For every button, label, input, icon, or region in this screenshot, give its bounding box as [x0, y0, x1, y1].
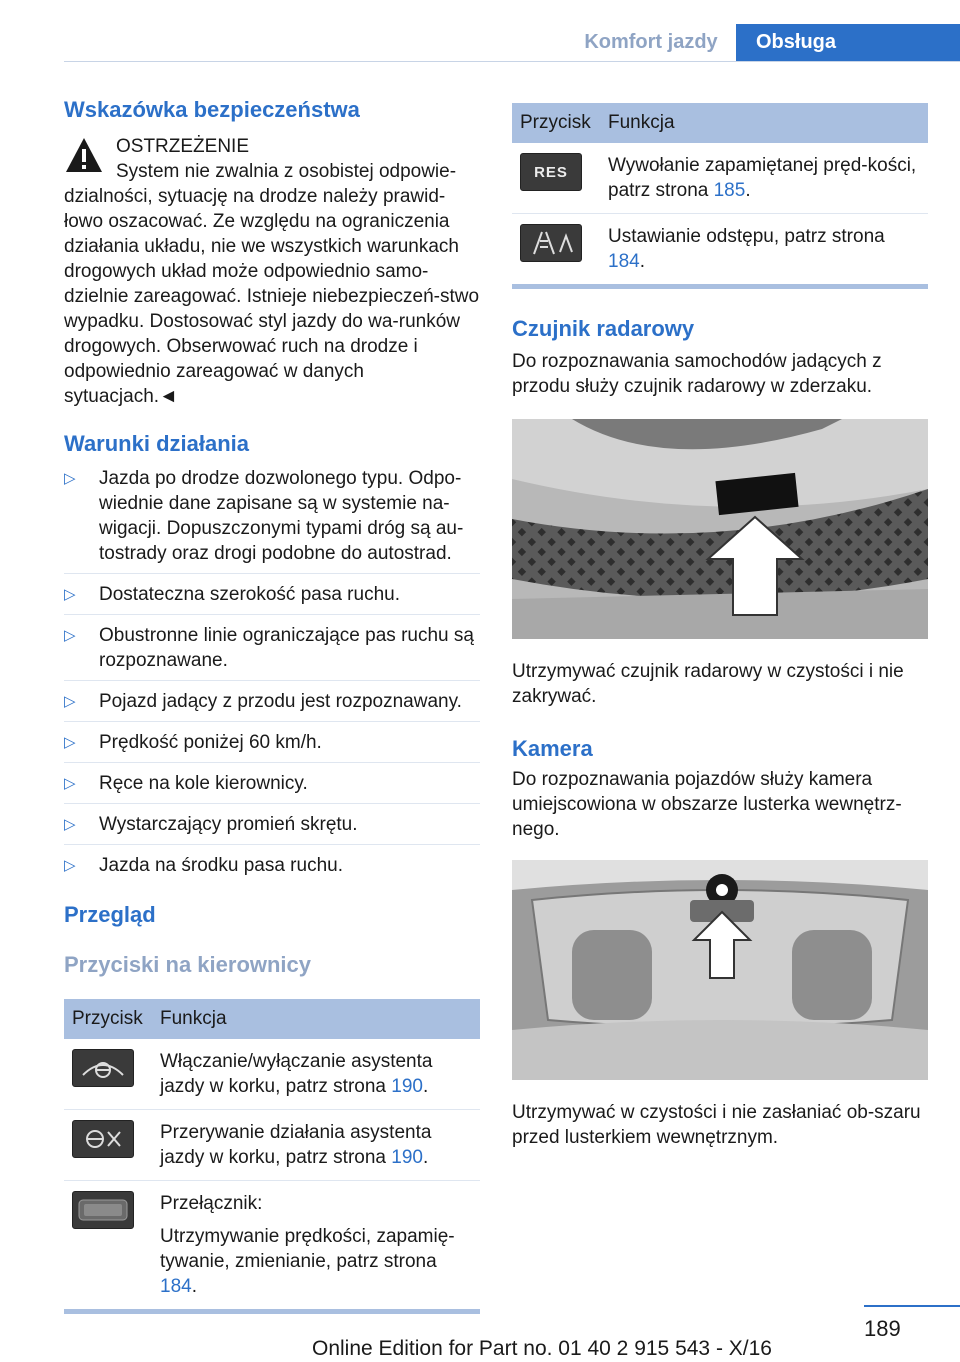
table-row: Włączanie/wyłączanie asystenta jazdy w korku, patrz strona 190.: [64, 1039, 480, 1110]
table-footer-rule: [512, 284, 928, 289]
list-item: ▷ Jazda po drodze dozwolonego typu. Odpo-wiednie dane zapisane są w systemie na-wigacji. Dopuszczonymi typami dróg są au-tostrady oraz drogi podobne do autostrad.: [64, 466, 480, 574]
page-link[interactable]: 185: [713, 180, 746, 201]
list-item: ▷ Dostateczna szerokość pasa ruchu.: [64, 582, 480, 615]
bullet-icon: ▷: [64, 586, 76, 603]
footer-rule: [864, 1305, 960, 1307]
warning-block: [64, 134, 480, 409]
edition-text: Online Edition for Part no. 01 40 2 915 543 - X/16: [312, 1337, 772, 1360]
radar-intro: Do rozpoznawania samochodów jadących z przodu służy czujnik radarowy w zderzaku.: [512, 351, 882, 397]
page-link[interactable]: 190: [391, 1147, 423, 1168]
list-item: ▷ Pojazd jadący z przodu jest rozpoznawany.: [64, 689, 480, 722]
bullet-icon: ▷: [64, 627, 76, 644]
table-header-row: [512, 103, 928, 143]
overview-heading: Przegląd: [64, 902, 156, 927]
page-link[interactable]: 184: [160, 1276, 192, 1297]
bullet-icon: ▷: [64, 470, 76, 487]
steering-buttons-table: [64, 999, 480, 1309]
col-header-function: Funkcja: [152, 999, 480, 1039]
right-column: [512, 103, 928, 1150]
list-item: ▷ Ręce na kole kierownicy.: [64, 771, 480, 804]
header-rule: [64, 61, 960, 62]
bullet-icon: ▷: [64, 857, 76, 874]
distance-button-icon: [520, 224, 582, 262]
col-header-button: Przycisk: [64, 999, 152, 1039]
camera-note: Utrzymywać w czystości i nie zasłaniać ob-szaru przed lusterkiem wewnętrznym.: [512, 1102, 921, 1148]
buttons-subheading: Przyciski na kierownicy: [64, 952, 312, 977]
list-item: ▷ Jazda na środku pasa ruchu.: [64, 855, 343, 876]
page-number: 189: [864, 1316, 901, 1341]
header-chapter-tab: Obsługa: [736, 24, 960, 61]
table-header-row: [64, 999, 480, 1039]
bullet-icon: ▷: [64, 775, 76, 792]
table-footer-rule: [64, 1309, 480, 1314]
radar-heading: Czujnik radarowy: [512, 316, 695, 341]
camera-heading: Kamera: [512, 736, 593, 761]
res-button-icon: RES: [520, 153, 582, 191]
table-row: Przerywanie działania asystenta jazdy w korku, patrz strona 190.: [64, 1110, 480, 1181]
rocker-switch-icon: [72, 1191, 134, 1229]
col-header-button: Przycisk: [512, 103, 600, 143]
left-column: [64, 96, 480, 1314]
list-item: ▷ Prędkość poniżej 60 km/h.: [64, 730, 480, 763]
table-row: Ustawianie odstępu, patrz strona 184.: [512, 214, 928, 285]
bullet-icon: ▷: [64, 693, 76, 710]
bullet-icon: ▷: [64, 816, 76, 833]
warning-triangle-icon: [64, 136, 104, 176]
table-row: RES Wywołanie zapamiętanej pręd-kości, patrz strona 185.: [512, 143, 928, 214]
header-section-tab: Komfort jazdy: [584, 31, 718, 53]
warning-text: System nie zwalnia z osobistej odpowie-dzialności, sytuację na drodze należy prawid-łowo oszacować. Ze względu na ograniczenia działania układu, nie we wszystkich warunkach drogowych układ może odpowiednio samo-dzielnie zareagować. Istnieje niebezpieczeń-stwo wypadku. Dostosować styl jazdy do wa-runków drogowych. Obserwować ruch na drodze i odpowiednio zareagować w danych sytuacjach.◄: [64, 161, 480, 407]
steering-assist-icon: [72, 1049, 134, 1087]
camera-photo: [512, 860, 928, 1080]
cruise-buttons-table: [512, 103, 928, 284]
list-item: ▷ Wystarczający promień skrętu.: [64, 812, 480, 845]
bullet-icon: ▷: [64, 734, 76, 751]
camera-intro: Do rozpoznawania pojazdów służy kamera umiejscowiona w obszarze lusterka wewnętrz-nego.: [512, 769, 902, 840]
conditions-heading: Warunki działania: [64, 431, 250, 456]
page-link[interactable]: 184: [608, 251, 640, 272]
warning-label: OSTRZEŻENIE: [116, 136, 250, 157]
radar-note: Utrzymywać czujnik radarowy w czystości i nie zakrywać.: [512, 661, 904, 707]
col-header-function: Funkcja: [600, 103, 928, 143]
radar-sensor-photo: [512, 419, 928, 639]
conditions-list: [64, 466, 480, 885]
steering-assist-interrupt-icon: [72, 1120, 134, 1158]
safety-heading: Wskazówka bezpieczeństwa: [64, 97, 360, 122]
table-row: Przełącznik: Utrzymywanie prędkości, zapamię-tywanie, zmienianie, patrz strona 184.: [64, 1181, 480, 1310]
list-item: ▷ Obustronne linie ograniczające pas ruchu są rozpoznawane.: [64, 623, 480, 681]
page-link[interactable]: 190: [391, 1076, 423, 1097]
